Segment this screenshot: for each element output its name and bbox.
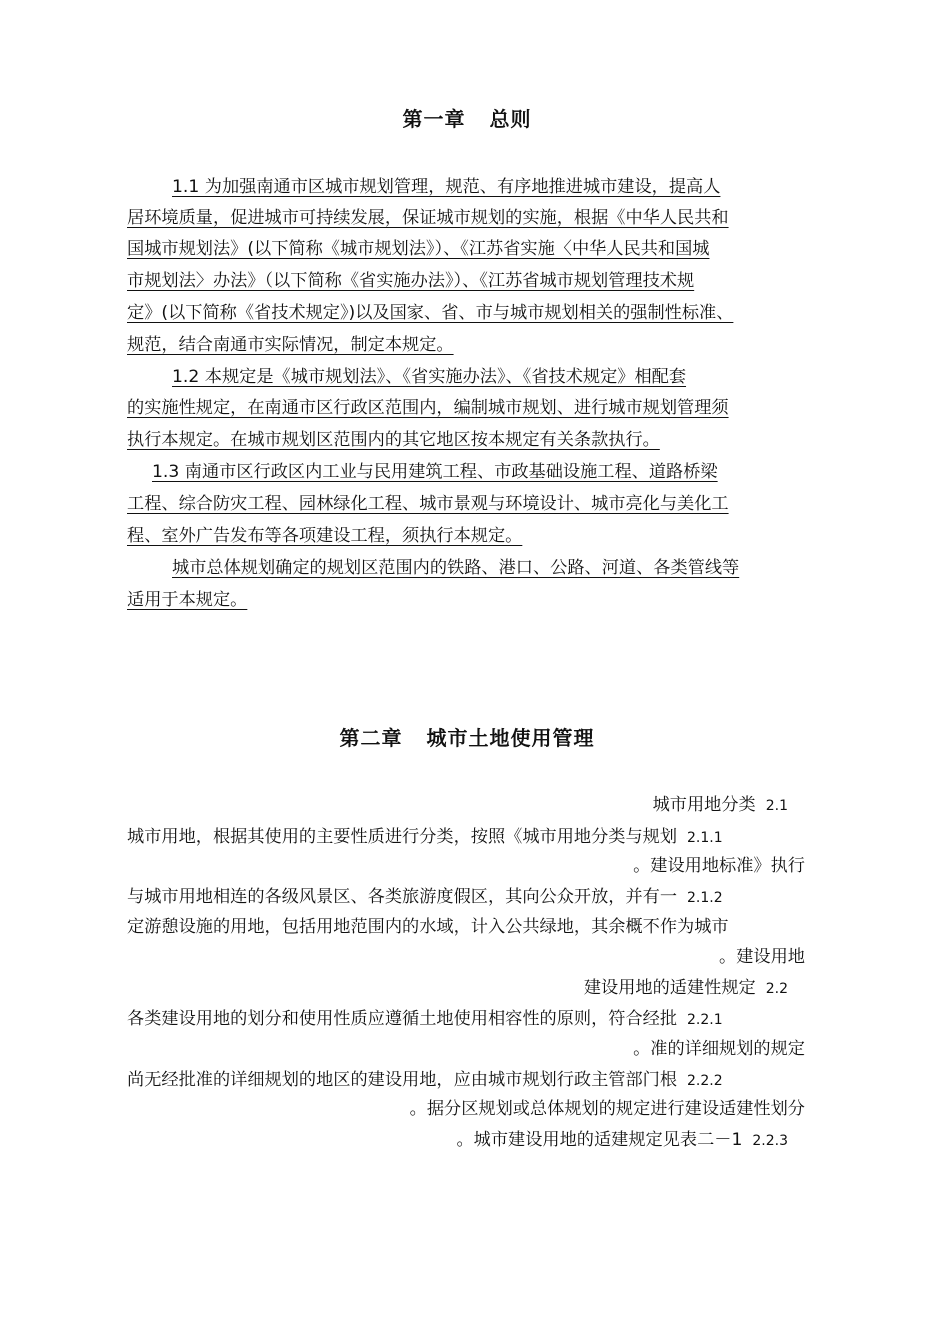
ch2-item-4 — [127, 886, 723, 909]
ch2-item-12 — [456, 1129, 788, 1152]
ch2-item-11-text: 。据分区规划或总体规划的规定进行建设适建性划分 — [409, 1099, 805, 1119]
ch1-line-11: 工程、综合防灾工程、园林绿化工程、城市景观与环境设计、城市亮化与美化工 — [127, 494, 729, 514]
chapter-2-name: 城市土地使用管理 — [426, 726, 595, 750]
ch2-item-10-num: 2.2.2 — [687, 1073, 723, 1089]
ch2-item-8-text: 各类建设用地的划分和使用性质应遵循土地使用相容性的原则，符合经批 — [127, 1009, 678, 1029]
ch2-item-1-text: 城市用地分类 — [652, 795, 756, 815]
ch2-item-5 — [127, 916, 729, 938]
ch1-line-13: 城市总体规划确定的规划区范围内的铁路、港口、公路、河道、各类管线等 — [172, 558, 740, 578]
ch2-item-5-text: 定游憩设施的用地，包括用地范围内的水域，计入公共绿地，其余概不作为城市 — [127, 917, 729, 937]
ch2-item-6-text: 。建设用地 — [719, 947, 805, 967]
ch1-line-9: 执行本规定。在城市规划区范围内的其它地区按本规定有关条款执行。 — [127, 430, 660, 450]
ch1-line-1: 1.1 为加强南通市区城市规划管理，规范、有序地推进城市建设，提高人 — [172, 177, 721, 197]
ch1-line-12: 程、室外广告发布等各项建设工程，须执行本规定。 — [127, 526, 523, 546]
ch1-line-3: 国城市规划法》(以下简称《城市规划法》）、《江苏省实施〈中华人民共和国城 — [127, 239, 710, 259]
ch1-line-7: 1.2 本规定是《城市规划法》、《省实施办法》、《省技术规定》相配套 — [172, 367, 687, 387]
ch2-item-7-text: 建设用地的适建性规定 — [583, 978, 756, 998]
ch2-item-3-text: 。建设用地标准》执行 — [633, 856, 805, 876]
chapter-1-title — [0, 103, 934, 132]
ch2-item-7 — [584, 977, 788, 1000]
chapter-1-number: 第一章 — [402, 107, 466, 131]
ch2-item-8-num: 2.2.1 — [687, 1012, 723, 1028]
ch2-item-1 — [653, 794, 788, 817]
ch2-item-9 — [633, 1038, 805, 1060]
chapter-2-number: 第二章 — [339, 726, 403, 750]
ch2-item-12-num: 2.2.3 — [752, 1133, 788, 1149]
ch1-line-5: 定》(以下简称《省技术规定》)以及国家、省、市与城市规划相关的强制性标准、 — [127, 303, 734, 323]
ch2-item-7-num: 2.2 — [765, 981, 788, 997]
ch2-item-2 — [127, 826, 723, 849]
ch2-item-6 — [719, 946, 805, 968]
chapter-1-name: 总则 — [489, 107, 532, 131]
chapter-2-title — [0, 722, 934, 751]
ch2-item-9-text: 。准的详细规划的规定 — [633, 1039, 805, 1059]
ch2-item-4-text: 与城市用地相连的各级风景区、各类旅游度假区，其向公众开放，并有一 — [127, 887, 678, 907]
ch2-item-8 — [127, 1008, 723, 1031]
ch2-item-1-num: 2.1 — [765, 798, 788, 814]
ch2-item-10-text: 尚无经批准的详细规划的地区的建设用地，应由城市规划行政主管部门根 — [127, 1070, 678, 1090]
ch2-item-2-num: 2.1.1 — [687, 830, 723, 846]
ch2-item-10 — [127, 1069, 723, 1092]
ch2-item-4-num: 2.1.2 — [687, 890, 723, 906]
ch2-item-12-text: 。城市建设用地的适建规定见表二－1 — [456, 1130, 743, 1150]
ch1-line-14: 适用于本规定。 — [127, 590, 248, 610]
ch1-line-6: 规范，结合南通市实际情况，制定本规定。 — [127, 335, 454, 355]
ch1-line-4: 市规划法〉办法》（以下简称《省实施办法》）、《江苏省城市规划管理技术规 — [127, 271, 695, 291]
ch2-item-11 — [410, 1098, 805, 1120]
ch1-line-10: 1.3 南通市区行政区内工业与民用建筑工程、市政基础设施工程、道路桥梁 — [152, 462, 718, 482]
ch1-line-2: 居环境质量，促进城市可持续发展，保证城市规划的实施，根据《中华人民共和 — [127, 208, 729, 228]
ch2-item-3 — [633, 855, 805, 877]
ch2-item-2-text: 城市用地，根据其使用的主要性质进行分类，按照《城市用地分类与规划 — [127, 827, 678, 847]
ch1-line-8: 的实施性规定，在南通市区行政区范围内，编制城市规划、进行城市规划管理须 — [127, 398, 729, 418]
